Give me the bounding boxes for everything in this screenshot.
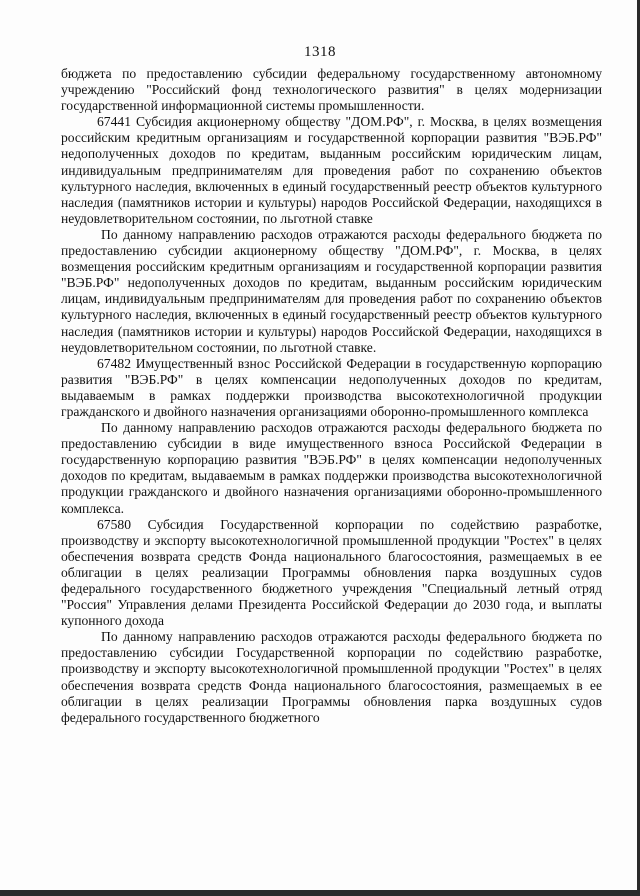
- paragraph-code-67580: 67580 Субсидия Государственной корпорации по содействию разработке, производству и экспорту высокотехнологичной промышленной продукции "Ростех" в целях обеспечения возврата средств Фонда национального благосостояния, размещаемых в ее облигации в целях реализации Программы обновления парка воздушных судов федерального государственного бюджетного учреждения "Специальный летный отряд "Россия" Управления делами Президента Российской Федерации до 2030 года, и выплаты купонного дохода: [61, 516, 602, 629]
- paragraph-description-67441: По данному направлению расходов отражаются расходы федерального бюджета по предоставлению субсидии акционерному обществу "ДОМ.РФ", г. Москва, в целях возмещения российским кредитным организациям и государственной корпорации развития "ВЭБ.РФ" недополученных доходов по кредитам, выданным российским юридическим лицам, индивидуальным предпринимателям для проведения работ по сохранению объектов культурного наследия, включенных в единый государственный реестр объектов культурного наследия (памятников истории и культуры) народов Российской Федерации, находящихся в неудовлетворительном состоянии, по льготной ставке.: [61, 226, 602, 355]
- page-number: 1318: [304, 44, 336, 60]
- paragraph-description-67482: По данному направлению расходов отражаются расходы федерального бюджета по предоставлению субсидии в виде имущественного взноса Российской Федерации в государственную корпорацию развития "ВЭБ.РФ" в целях компенсации недополученных доходов по кредитам, выдаваемым в рамках поддержки производства высокотехнологичной продукции гражданского и двойного назначения организациями оборонно-промышленного комплекса.: [61, 420, 602, 516]
- document-body: [61, 66, 602, 726]
- paragraph-code-67441: 67441 Субсидия акционерному обществу "ДОМ.РФ", г. Москва, в целях возмещения российским кредитным организациям и государственной корпорации развития "ВЭБ.РФ" недополученных доходов по кредитам, выданным российским юридическим лицам, индивидуальным предпринимателям для проведения работ по сохранению объектов культурного наследия, включенных в единый государственный реестр объектов культурного наследия (памятников истории и культуры) народов Российской Федерации, находящихся в неудовлетворительном состоянии, по льготной ставке: [61, 114, 602, 226]
- scan-edge-bottom: [0, 890, 640, 896]
- paragraph-description-67580: По данному направлению расходов отражаются расходы федерального бюджета по предоставлению субсидии Государственной корпорации по содействию разработке, производству и экспорту высокотехнологичной промышленной продукции "Ростех" в целях обеспечения возврата средств Фонда национального благосостояния, размещаемых в ее облигации в целях реализации Программы обновления парка воздушных судов федерального государственного бюджетного: [61, 629, 602, 725]
- paragraph-code-67482: 67482 Имущественный взнос Российской Федерации в государственную корпорацию развития "ВЭБ.РФ" в целях компенсации недополученных доходов по кредитам, выдаваемым в рамках поддержки производства высокотехнологичной продукции гражданского и двойного назначения организациями оборонно-промышленного комплекса: [61, 355, 602, 419]
- paragraph-continuation: бюджета по предоставлению субсидии федеральному государственному автономному учреждению "Российский фонд технологического развития" в целях модернизации государственной информационной системы промышленности.: [61, 66, 602, 114]
